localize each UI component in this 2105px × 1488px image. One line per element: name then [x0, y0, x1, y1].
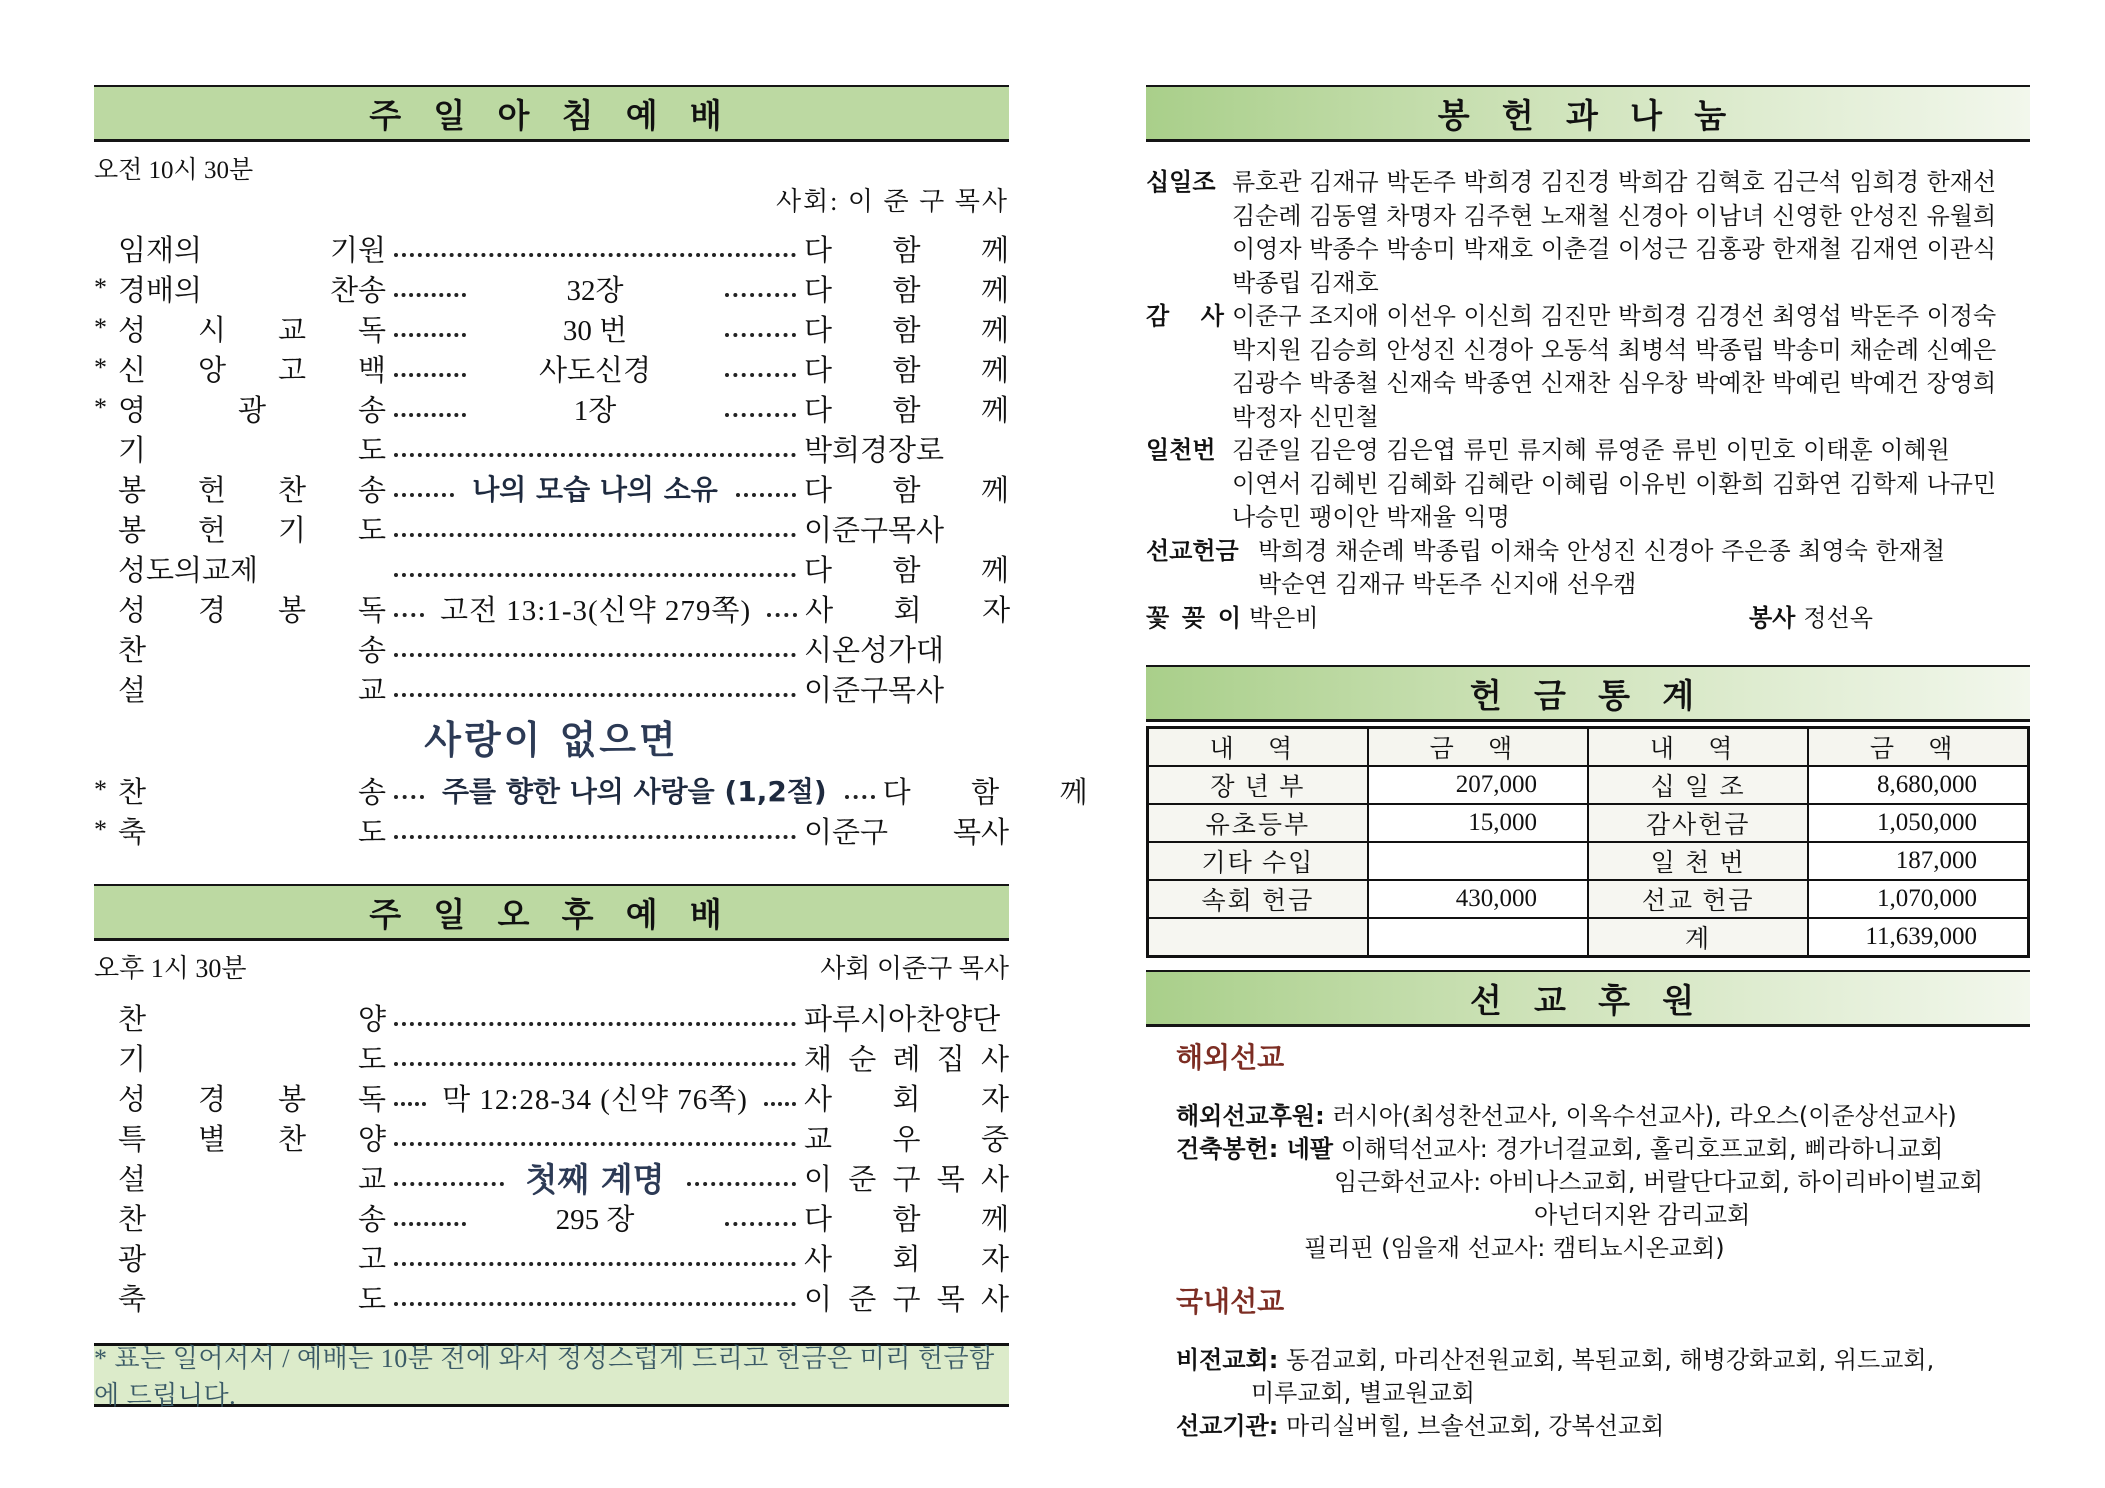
- offering-group-label: 감 사: [1146, 302, 1224, 330]
- morning-sermon-title: 사랑이 없으면: [424, 718, 679, 762]
- afternoon-service-header: [94, 884, 1009, 941]
- dotted-leader: [394, 693, 796, 697]
- flower-name: 박은비: [1249, 603, 1319, 632]
- worship-row: [94, 1077, 1009, 1117]
- row-item-value: 나의 모습 나의 소유: [472, 473, 718, 506]
- row-person: 다 함 께: [804, 354, 1009, 387]
- stats-item-cell: 감사헌금: [1588, 804, 1808, 842]
- stats-title: 헌 금 통 계: [1469, 678, 1707, 715]
- stats-row: [1148, 842, 2029, 880]
- dotted-leader: [394, 1022, 796, 1026]
- offering-group-label: 일천번: [1146, 436, 1216, 464]
- worship-row: [94, 770, 1088, 810]
- row-item-label: 신 앙 고 백: [118, 354, 386, 387]
- stats-item-cell: 속회 헌금: [1148, 880, 1368, 918]
- row-item-label: 찬 양: [118, 1003, 386, 1036]
- offering-names: 김순례 김동열 차명자 김주현 노재철 신경아 이남녀 신영한 안성진 유월희: [1232, 201, 1997, 230]
- row-star: *: [94, 393, 107, 422]
- morning-service-header: [94, 85, 1009, 142]
- offering-stats-table: [1146, 726, 2030, 958]
- offering-names: 박정자 신민철: [1232, 402, 1379, 431]
- dotted-leader: [394, 795, 424, 799]
- offering-names: 박희경 채순례 박종립 이채숙 안성진 신경아 주은종 최영숙 한재철: [1258, 536, 1945, 565]
- worship-row: [94, 588, 1009, 628]
- row-item-label: 설 교: [118, 1163, 386, 1196]
- row-item-value: 295 장: [555, 1203, 635, 1236]
- dotted-leader: [764, 1102, 796, 1106]
- stats-item-cell: 선교 헌금: [1588, 880, 1808, 918]
- worship-row: [94, 1277, 1009, 1317]
- offering-names: 박지원 김승희 안성진 신경아 오동석 최병석 박종립 박송미 채순례 신예은: [1232, 335, 1997, 364]
- stats-amount-cell: 15,000: [1368, 804, 1588, 842]
- stats-row: [1148, 918, 2029, 957]
- worship-row: [94, 428, 1009, 468]
- afternoon-time: 오후 1시 30분: [94, 954, 247, 983]
- dotted-leader: [725, 1222, 797, 1226]
- worship-row: [94, 468, 1009, 508]
- stats-amount-cell: 430,000: [1368, 880, 1588, 918]
- worship-row: [94, 668, 1009, 708]
- dotted-leader: [394, 573, 796, 577]
- stats-amount-cell: 207,000: [1368, 766, 1588, 804]
- stats-amount-cell: 1,050,000: [1808, 804, 2028, 842]
- row-person: 이 준 구 목 사: [804, 1163, 1010, 1196]
- stats-row: [1148, 804, 2029, 842]
- row-person: 파루시아찬양단: [804, 1003, 1001, 1036]
- worship-row: [94, 1197, 1009, 1237]
- offering-group-label: 십일조: [1146, 168, 1216, 196]
- morning-service-title: 주 일 아 침 예 배: [369, 98, 734, 135]
- row-item-label: 성 시 교 독: [118, 314, 386, 347]
- row-star: *: [94, 815, 107, 844]
- row-item-label: 성 경 봉 독: [118, 594, 386, 627]
- mission-line: [1176, 1166, 2030, 1199]
- morning-moderator: 사회: 이 준 구 목사: [775, 187, 1009, 216]
- row-item-label: 축 도: [118, 816, 386, 849]
- offering-line: [1146, 401, 2030, 435]
- dotted-leader: [736, 493, 796, 497]
- dotted-leader: [394, 1262, 796, 1266]
- worship-row: [94, 348, 1009, 388]
- stats-item-cell: 십 일 조: [1588, 766, 1808, 804]
- offering-names: 김광수 박종철 신재숙 박종연 신재찬 심우창 박예찬 박예린 박예건 장영희: [1232, 369, 1997, 397]
- offering-line: [1146, 535, 2030, 569]
- row-item-label: 기 도: [118, 434, 386, 467]
- offering-line: [1146, 367, 2030, 401]
- offering-line: [1146, 166, 2030, 200]
- row-person: 다 함 께: [804, 314, 1009, 347]
- flower-service-row: [1146, 602, 2030, 636]
- stats-item-cell: 유초등부: [1148, 804, 1368, 842]
- mission-line: [1176, 1133, 2030, 1166]
- row-item-label: 기 도: [118, 1043, 386, 1076]
- row-item-label: 특 별 찬 양: [118, 1123, 386, 1156]
- stats-col-header: 내 역: [1148, 728, 1368, 767]
- dotted-leader: [394, 453, 796, 457]
- afternoon-worship-order: [94, 997, 1009, 1317]
- worship-row: [94, 268, 1009, 308]
- offering-names: 김준일 김은영 김은엽 류민 류지혜 류영준 류빈 이민호 이태훈 이혜원: [1232, 436, 1950, 464]
- stats-item-cell: [1148, 918, 1368, 957]
- offering-name-groups: [1146, 166, 2030, 602]
- mission-line-text: 마리실버힐, 브솔선교회, 강복선교회: [1278, 1412, 1665, 1440]
- row-item-label: 경배의 찬송: [118, 274, 386, 307]
- worship-row: [94, 1237, 1009, 1277]
- row-person: 사 회 자: [805, 594, 1011, 627]
- morning-time: 오전 10시 30분: [94, 157, 254, 184]
- stats-amount-cell: 11,639,000: [1808, 918, 2028, 957]
- row-person: 다 함 께: [882, 776, 1088, 809]
- offering-line: [1146, 501, 2030, 535]
- worship-row: [94, 1117, 1009, 1157]
- service-name: 정선옥: [1803, 603, 1873, 632]
- row-item-value: 막 12:28-34 (신약 76쪽): [442, 1083, 748, 1116]
- row-person: 이준구목사: [804, 674, 945, 707]
- row-item-value: 30 번: [562, 314, 628, 347]
- row-item-label: 영 광 송: [118, 394, 386, 427]
- stats-item-cell: 장 년 부: [1148, 766, 1368, 804]
- mission-line: [1176, 1199, 2030, 1232]
- dotted-leader: [394, 293, 466, 297]
- offering-line: [1146, 300, 2030, 334]
- worship-row: [94, 308, 1009, 348]
- stats-amount-cell: [1368, 918, 1588, 957]
- row-item-label: 봉 헌 기 도: [118, 514, 386, 547]
- row-item-label: 광 고: [118, 1243, 386, 1276]
- stats-amount-cell: 8,680,000: [1808, 766, 2028, 804]
- mission-line-text: 필리핀 (임을재 선교사: 캠티뇨시온교회): [1304, 1234, 1725, 1262]
- row-person: 다 함 께: [804, 274, 1009, 307]
- dotted-leader: [767, 613, 797, 617]
- row-star: *: [94, 313, 107, 342]
- footnote-text: * 표는 일어서서 / 예배는 10분 전에 와서 정성스럽게 드리고 헌금은 미리 헌금함에 드립니다.: [94, 1344, 995, 1410]
- morning-worship-order: [94, 228, 1009, 708]
- stats-row: [1148, 766, 2029, 804]
- worship-row: [94, 508, 1009, 548]
- mission-line-text: 임근화선교사: 아비나스교회, 버랄단다교회, 하이리바이벌교회: [1334, 1168, 1984, 1196]
- worship-row: [94, 1037, 1009, 1077]
- row-item-label: 찬 송: [118, 776, 386, 809]
- footnote-bar: [94, 1343, 1009, 1410]
- mission-line: [1176, 1232, 2030, 1265]
- stats-header: [1146, 665, 2030, 722]
- worship-row: [94, 1157, 1009, 1197]
- offering-names: 나승민 팽이안 박재율 익명: [1232, 503, 1510, 531]
- dotted-leader: [394, 1222, 466, 1226]
- dotted-leader: [394, 653, 796, 657]
- offering-group-label: 선교헌금: [1146, 536, 1239, 565]
- dotted-leader: [725, 333, 797, 337]
- offering-line: [1146, 434, 2030, 468]
- mission-line: [1176, 1344, 2030, 1377]
- dotted-leader: [394, 613, 424, 617]
- stats-item-cell: 일 천 번: [1588, 842, 1808, 880]
- row-person: 다 함 께: [804, 474, 1010, 507]
- dotted-leader: [687, 1182, 797, 1186]
- worship-row: [94, 628, 1009, 668]
- row-person: 사 회 자: [804, 1083, 1009, 1116]
- stats-amount-cell: 187,000: [1808, 842, 2028, 880]
- dotted-leader: [394, 413, 466, 417]
- stats-header-row: [1148, 728, 2029, 767]
- overseas-mission-lines: [1176, 1100, 2030, 1265]
- offering-title: 봉 헌 과 나 눔: [1437, 98, 1739, 135]
- mission-line-text: 동검교회, 마리산전원교회, 복된교회, 해병강화교회, 위드교회,: [1278, 1346, 1935, 1374]
- stats-col-header: 내 역: [1588, 728, 1808, 767]
- dotted-leader: [394, 835, 796, 839]
- stats-item-cell: 계: [1588, 918, 1808, 957]
- offering-line: [1146, 568, 2030, 602]
- worship-row: [94, 548, 1009, 588]
- row-person: 채 순 례 집 사: [804, 1043, 1009, 1076]
- dotted-leader: [394, 1102, 426, 1106]
- row-person: 교 우 중: [804, 1123, 1009, 1156]
- flower-label: 꽃 꽂 이: [1146, 603, 1241, 632]
- dotted-leader: [394, 373, 466, 377]
- worship-row: [94, 810, 1009, 850]
- row-item-label: 성 경 봉 독: [118, 1083, 386, 1116]
- stats-row: [1148, 880, 2029, 918]
- afternoon-time-row: [94, 953, 1009, 985]
- row-star: *: [94, 353, 107, 382]
- mission-line-text: 러시아(최성찬선교사, 이옥수선교사), 라오스(이준상선교사): [1324, 1102, 1957, 1130]
- offering-header: [1146, 85, 2030, 142]
- worship-row: [94, 388, 1009, 428]
- dotted-leader: [725, 413, 797, 417]
- row-item-label: 찬 송: [118, 634, 386, 667]
- row-item-value: 사도신경: [538, 354, 652, 387]
- mission-header: [1146, 970, 2030, 1027]
- offering-line: [1146, 200, 2030, 234]
- offering-names: 이준구 조지애 이선우 이신희 김진만 박희경 김경선 최영섭 박돈주 이정숙: [1232, 302, 1997, 330]
- dotted-leader: [725, 293, 797, 297]
- row-person: 다 함 께: [804, 394, 1009, 427]
- offering-names: 박종립 김재호: [1232, 268, 1379, 297]
- dotted-leader: [845, 795, 875, 799]
- mission-line-text: 이해덕선교사: 경가너걸교회, 홀리호프교회, 삐라하니교회: [1333, 1135, 1944, 1163]
- right-page: [1146, 85, 2030, 1443]
- row-item-label: 축 도: [118, 1283, 386, 1316]
- stats-amount-cell: 1,070,000: [1808, 880, 2028, 918]
- row-item-value: 주를 향한 나의 사랑을 (1,2절): [442, 775, 827, 808]
- morning-closing-order: [94, 770, 1088, 850]
- mission-line-label: 해외선교후원:: [1176, 1102, 1325, 1130]
- mission-title: 선 교 후 원: [1469, 983, 1707, 1020]
- dotted-leader: [394, 1062, 796, 1066]
- offering-line: [1146, 334, 2030, 368]
- row-person: 다 함 께: [804, 1203, 1009, 1236]
- mission-line-label: 비전교회:: [1176, 1346, 1279, 1374]
- dotted-leader: [394, 493, 454, 497]
- row-person: 이준구목사: [804, 514, 945, 547]
- mission-line-text: 아넌더지완 감리교회: [1534, 1201, 1751, 1229]
- mission-line: [1176, 1377, 2030, 1410]
- dotted-leader: [394, 1302, 796, 1306]
- offering-line: [1146, 468, 2030, 502]
- flower-entry: [1146, 602, 1749, 636]
- stats-amount-cell: [1368, 842, 1588, 880]
- row-star: *: [94, 273, 107, 302]
- dotted-leader: [394, 533, 796, 537]
- row-person: 사 회 자: [804, 1243, 1009, 1276]
- afternoon-moderator: 사회 이준구 목사: [820, 954, 1009, 983]
- row-person: 박희경장로: [804, 434, 945, 467]
- stats-item-cell: 기타 수입: [1148, 842, 1368, 880]
- afternoon-service-title: 주 일 오 후 예 배: [369, 897, 734, 934]
- mission-line-label: 건축봉헌: 네팔: [1176, 1135, 1334, 1163]
- offering-names: 이연서 김혜빈 김혜화 김혜란 이혜림 이유빈 이환희 김화연 김학제 나규민: [1232, 469, 1997, 498]
- domestic-mission-lines: [1176, 1344, 2030, 1443]
- row-item-label: 찬 송: [118, 1203, 386, 1236]
- row-person: 다 함 께: [804, 234, 1009, 267]
- dotted-leader: [394, 253, 796, 257]
- mission-line-text: 미루교회, 별교원교회: [1251, 1379, 1475, 1407]
- worship-row: [94, 997, 1009, 1037]
- worship-row: [94, 228, 1009, 268]
- offering-names: 이영자 박종수 박송미 박재호 이춘걸 이성근 김홍광 한재철 김재연 이관식: [1232, 235, 1997, 263]
- stats-col-header: 금 액: [1808, 728, 2028, 767]
- mission-line: [1176, 1410, 2030, 1443]
- row-person: 다 함 께: [804, 554, 1009, 587]
- mission-line: [1176, 1100, 2030, 1133]
- offering-names: 류호관 김재규 박돈주 박희경 김진경 박희감 김혁호 김근석 임희경 한재선: [1232, 168, 1997, 196]
- overseas-mission-heading: 해외선교: [1176, 1041, 1285, 1074]
- offering-names: 박순연 김재규 박돈주 신지애 선우캠: [1258, 570, 1637, 598]
- row-item-value: 고전 13:1-3(신약 279쪽): [440, 594, 752, 627]
- dotted-leader: [394, 333, 466, 337]
- dotted-leader: [394, 1182, 504, 1186]
- domestic-mission-heading: 국내선교: [1176, 1285, 1285, 1318]
- dotted-leader: [725, 373, 797, 377]
- row-item-label: 임재의 기원: [118, 234, 386, 267]
- stats-col-header: 금 액: [1368, 728, 1588, 767]
- row-item-value: 1장: [573, 394, 617, 427]
- row-star: *: [94, 775, 107, 804]
- row-person: 이준구 목사: [804, 816, 1009, 849]
- row-item-value: 첫째 계명: [525, 1159, 665, 1199]
- offering-line: [1146, 233, 2030, 267]
- row-item-label: 설 교: [118, 674, 386, 707]
- row-person: 시온성가대: [804, 634, 945, 667]
- row-item-label: 봉 헌 찬 송: [118, 474, 386, 507]
- service-label: 봉사: [1749, 603, 1796, 632]
- mission-line-label: 선교기관:: [1176, 1412, 1279, 1440]
- left-page: [94, 85, 1088, 1410]
- dotted-leader: [394, 1142, 796, 1146]
- row-item-value: 32장: [566, 274, 624, 307]
- offering-line: [1146, 267, 2030, 301]
- row-item-label: 성도의교제: [118, 554, 259, 587]
- row-person: 이 준 구 목 사: [804, 1283, 1009, 1316]
